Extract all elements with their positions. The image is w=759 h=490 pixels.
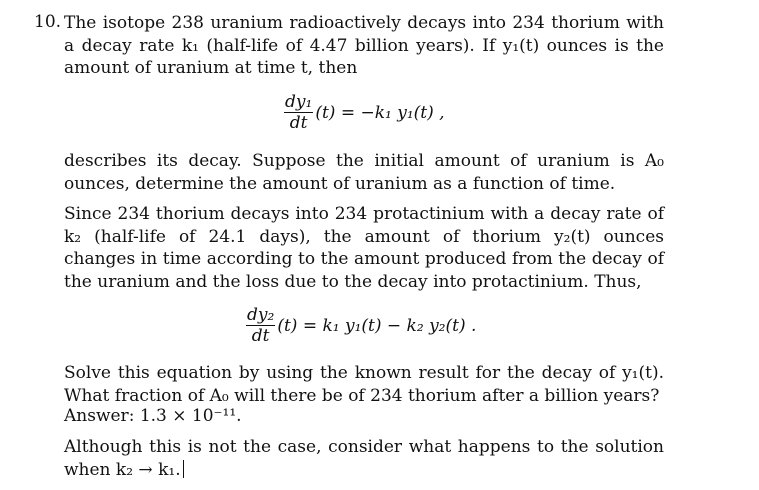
problem-intro-paragraph[interactable]: The isotope 238 uranium radioactively decays into 234 thorium with a decay rate k₁ (half-life of 4.47 billion years). If y₁(t) ounces is the amount of uranium at time t, then bbox=[64, 13, 664, 78]
answer-line[interactable] bbox=[64, 406, 242, 426]
derivative-denominator: dt bbox=[289, 113, 308, 133]
equation-uranium-decay bbox=[284, 93, 445, 132]
decay-description-paragraph[interactable]: describes its decay. Suppose the initial amount of uranium is A₀ ounces, determine the amount of uranium as a function of time. bbox=[64, 151, 664, 194]
followup-paragraph[interactable] bbox=[64, 436, 664, 481]
derivative-fraction bbox=[246, 306, 275, 345]
equation-rhs: (t) = −k₁ y₁(t) , bbox=[315, 102, 445, 123]
answer-label: Answer: bbox=[64, 406, 135, 426]
derivative-denominator: dt bbox=[251, 326, 270, 346]
derivative-numerator: dy₂ bbox=[247, 305, 275, 325]
equation-thorium-change bbox=[246, 306, 476, 345]
problem-number: 10. bbox=[34, 12, 62, 32]
answer-value: 1.3 × 10⁻¹¹. bbox=[139, 406, 242, 426]
text-cursor bbox=[183, 460, 184, 478]
solve-instruction-paragraph[interactable]: Solve this equation by using the known result for the decay of y₁(t). What fraction of A₀ will there be of 234 thorium after a billion years? bbox=[64, 363, 664, 406]
thorium-paragraph[interactable]: Since 234 thorium decays into 234 protactinium with a decay rate of k₂ (half-life of 24.1 days), the amount of thorium y₂(t) ounces changes in time according to the amount produced from the decay of the uranium and the loss due to the decay into protactinium. Thus, bbox=[64, 204, 664, 292]
followup-text: Although this is not the case, consider what happens to the solution when k₂ → k₁. bbox=[64, 437, 664, 480]
derivative-fraction bbox=[284, 93, 313, 132]
derivative-numerator: dy₁ bbox=[285, 92, 313, 112]
equation-rhs: (t) = k₁ y₁(t) − k₂ y₂(t) . bbox=[277, 315, 477, 336]
